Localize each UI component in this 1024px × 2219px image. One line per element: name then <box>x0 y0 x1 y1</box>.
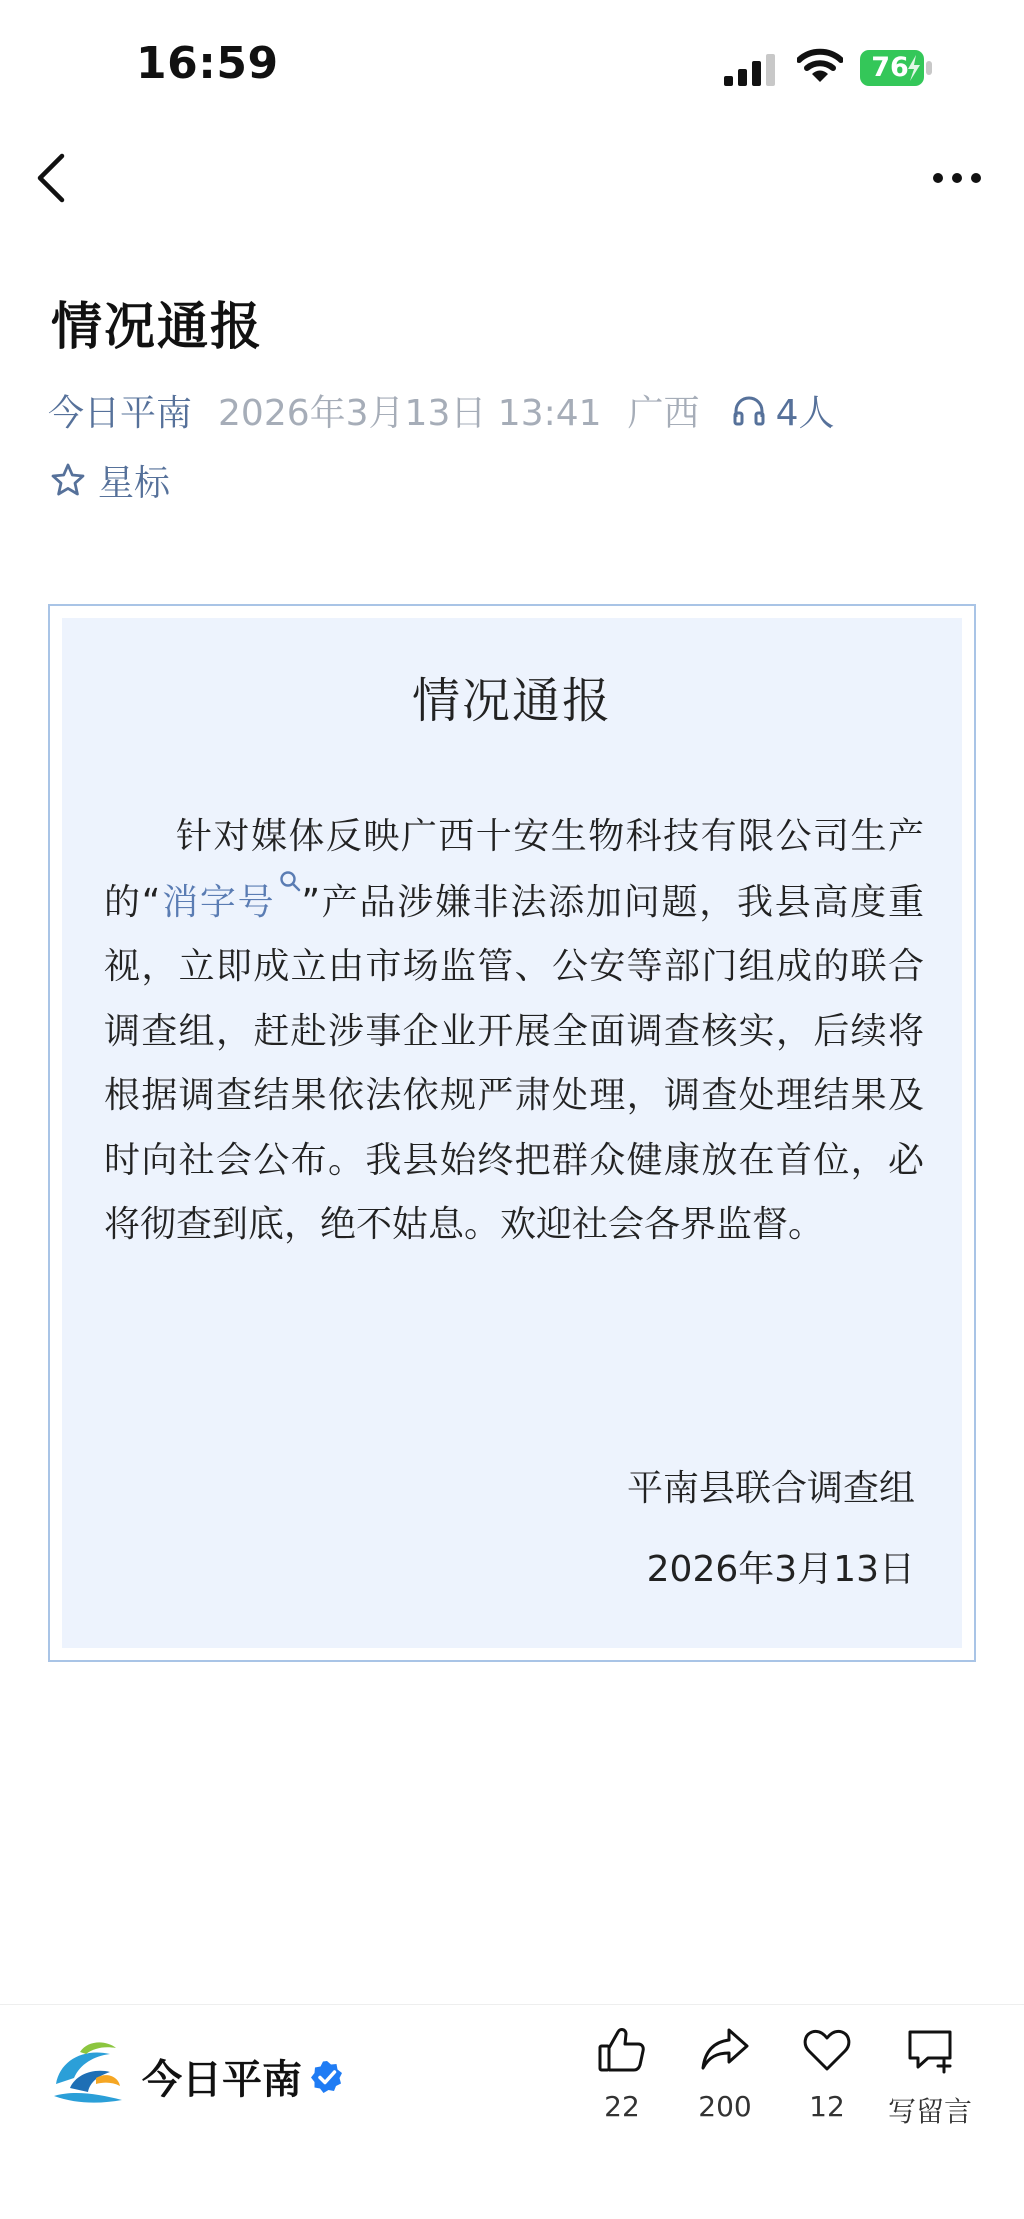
verified-badge-icon <box>310 2060 344 2094</box>
footer-account[interactable] <box>142 2048 344 2105</box>
notice-sign-date: 2026年3月13日 <box>646 1549 915 1590</box>
status-time: 16:59 <box>136 38 279 89</box>
star-button[interactable] <box>50 455 170 505</box>
star-icon <box>50 462 86 498</box>
battery-indicator <box>860 50 934 86</box>
like-button[interactable] <box>562 2024 682 2123</box>
article-title: 情况通报 <box>51 298 264 357</box>
notice-title: 情况通报 <box>411 673 612 729</box>
notice-body <box>104 805 924 1258</box>
back-button[interactable] <box>34 152 70 204</box>
star-label: 星标 <box>98 462 171 504</box>
share-arrow-icon <box>699 2024 751 2076</box>
like-count: 22 <box>604 2090 640 2123</box>
battery-level: 76 <box>871 52 909 83</box>
favorite-button[interactable] <box>767 2024 887 2123</box>
notice-text-after: ”产品涉嫌非法添加问题，我县高度重视，立即成立由市场监管、公安等部门组成的联合调查组，赶赴涉事企业开展全面调查核实，后续将根据调查结果依法依规严肃处理，调查处理结果及时向社会公布。我县始终把群众健康放在首位，必将彻查到底，绝不姑息。欢迎社会各界监督。 <box>104 881 924 1245</box>
favorite-count: 12 <box>809 2090 845 2123</box>
more-options-button[interactable] <box>932 168 982 188</box>
bottom-divider <box>0 2004 1024 2005</box>
share-count: 200 <box>698 2090 752 2123</box>
publish-date: 2026年3月13日 13:41 <box>218 392 602 434</box>
heart-icon <box>801 2024 853 2076</box>
write-comment-button[interactable] <box>870 2024 990 2130</box>
wifi-icon <box>797 48 843 84</box>
account-logo[interactable] <box>50 2038 126 2110</box>
publish-region: 广西 <box>627 392 700 434</box>
listener-count: 4人 <box>775 392 835 434</box>
keyword-link[interactable] <box>160 882 301 923</box>
listen-button[interactable] <box>732 385 835 436</box>
article-meta <box>48 385 834 435</box>
comment-label: 写留言 <box>887 2095 972 2128</box>
cellular-signal-icon <box>724 54 776 86</box>
headphones-icon <box>732 393 766 427</box>
notice-text-before: 针对媒体反映广西十安生物科技有限公司生产的“ <box>104 816 924 923</box>
chevron-left-icon <box>40 156 62 200</box>
comment-icon <box>904 2024 956 2076</box>
thumbs-up-icon <box>596 2024 648 2076</box>
notice-signature: 平南县联合调查组 <box>626 1468 915 1509</box>
footer-account-name: 今日平南 <box>142 2057 302 2103</box>
account-link[interactable]: 今日平南 <box>48 392 193 434</box>
keyword-text: 消字号 <box>160 881 276 923</box>
search-icon <box>279 870 301 892</box>
